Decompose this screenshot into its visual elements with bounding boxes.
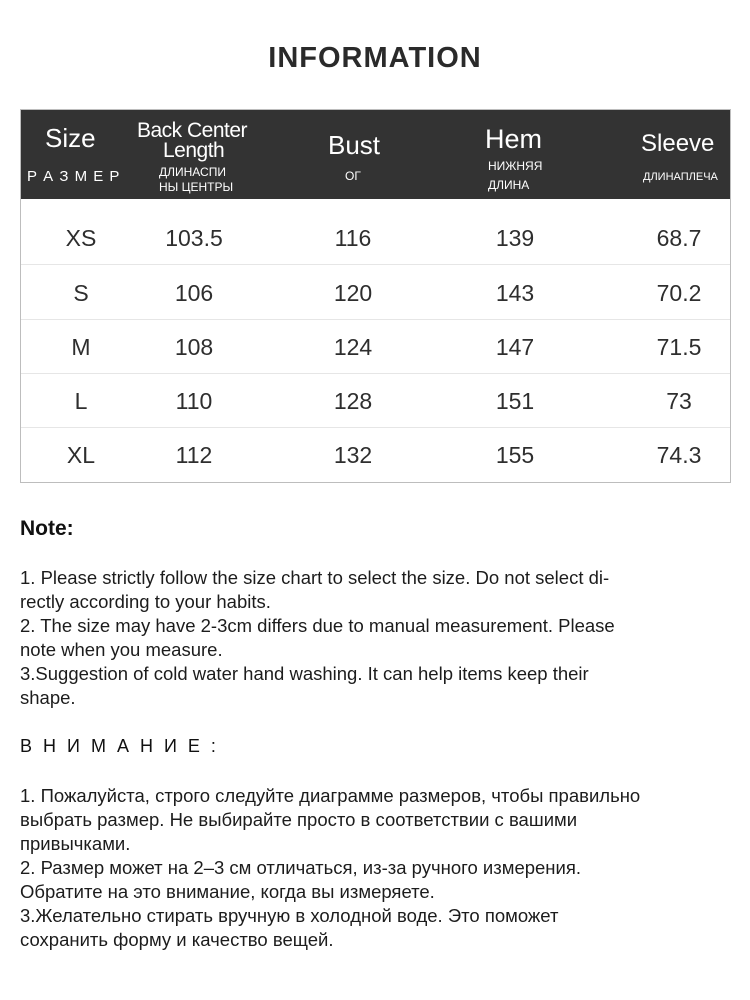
cell-bust: 128	[333, 388, 373, 414]
note-line: 3.Suggestion of cold water hand washing. It can help items keep their	[20, 663, 589, 684]
ru-note-line: 1. Пожалуйста, строго следуйте диаграмме размеров, чтобы правильно	[20, 785, 641, 806]
cell-sleeve: 74.3	[656, 442, 702, 468]
header-sleeve-label: Sleeve	[641, 130, 715, 157]
page-title: INFORMATION	[268, 42, 482, 74]
cell-sleeve: 68.7	[656, 225, 702, 251]
cell-hem: 155	[495, 442, 535, 468]
header-back-center-length-sub1: ДЛИНАСПИ	[159, 165, 226, 179]
header-back-center-length-line2: Length	[163, 139, 225, 162]
ru-note-line: 2. Размер может на 2–3 см отличаться, из-за ручного измерения.	[20, 857, 582, 878]
header-hem-label: Hem	[485, 124, 543, 154]
note-line: 2. The size may have 2-3cm differs due to manual measurement. Please	[20, 615, 615, 636]
ru-note-line: выбрать размер. Не выбирайте просто в соответствии с вашими	[20, 809, 578, 830]
header-hem-sub2: ДЛИНА	[488, 178, 530, 192]
header-bust-sub: ОГ	[345, 169, 361, 183]
cell-back-center-length: 106	[174, 280, 214, 306]
cell-sleeve: 71.5	[656, 334, 702, 360]
ru-note-line: 3.Желательно стирать вручную в холодной воде. Это поможет	[20, 905, 559, 926]
table-row	[21, 266, 730, 320]
note-line: note when you measure.	[20, 639, 223, 660]
cell-sleeve: 70.2	[656, 280, 702, 306]
cell-size: L	[74, 388, 88, 414]
header-bust	[311, 110, 421, 199]
cell-back-center-length: 112	[175, 442, 213, 468]
header-back-center-length	[131, 110, 271, 199]
header-size-sub: Р А З М Е Р	[27, 168, 121, 185]
cell-bust: 116	[334, 225, 372, 251]
header-bust-label: Bust	[328, 130, 381, 160]
cell-hem: 143	[495, 280, 535, 306]
cell-size: S	[73, 280, 89, 306]
header-size-label: Size	[45, 123, 96, 153]
note-text	[20, 566, 720, 710]
note-line: 1. Please strictly follow the size chart to select the size. Do not select di-	[20, 567, 610, 588]
cell-hem: 139	[495, 225, 535, 251]
size-chart-table	[20, 109, 731, 483]
header-back-center-length-line1: Back Center	[137, 119, 248, 142]
cell-bust: 124	[333, 334, 373, 360]
note-line: rectly according to your habits.	[20, 591, 271, 612]
cell-size: M	[71, 334, 91, 360]
table-row	[21, 320, 730, 374]
header-sleeve-sub: ДЛИНАПЛЕЧА	[643, 171, 718, 183]
cell-size: XS	[65, 225, 97, 251]
ru-note-heading: В Н И М А Н И Е :	[20, 736, 219, 756]
cell-hem: 147	[495, 334, 535, 360]
ru-note-text	[20, 784, 720, 952]
table-header	[21, 110, 730, 199]
ru-note-line: сохранить форму и качество вещей.	[20, 929, 334, 950]
note-heading: Note:	[20, 517, 74, 540]
header-hem	[481, 110, 591, 199]
header-sleeve	[621, 110, 732, 199]
cell-bust: 132	[333, 442, 373, 468]
table-row	[21, 211, 730, 265]
cell-bust: 120	[333, 280, 373, 306]
cell-back-center-length: 110	[175, 388, 213, 414]
cell-hem: 151	[495, 388, 535, 414]
table-row	[21, 428, 730, 482]
ru-note-line: привычками.	[20, 833, 131, 854]
header-hem-sub1: НИЖНЯЯ	[488, 159, 543, 173]
note-line: shape.	[20, 687, 76, 708]
ru-note-line: Обратите на это внимание, когда вы измеряете.	[20, 881, 435, 902]
header-size	[21, 110, 131, 199]
cell-size: XL	[66, 442, 96, 468]
cell-sleeve: 73	[666, 388, 692, 414]
cell-back-center-length: 103.5	[165, 225, 223, 251]
cell-back-center-length: 108	[174, 334, 214, 360]
header-back-center-length-sub2: НЫ ЦЕНТРЫ	[159, 180, 234, 194]
table-row	[21, 374, 730, 428]
